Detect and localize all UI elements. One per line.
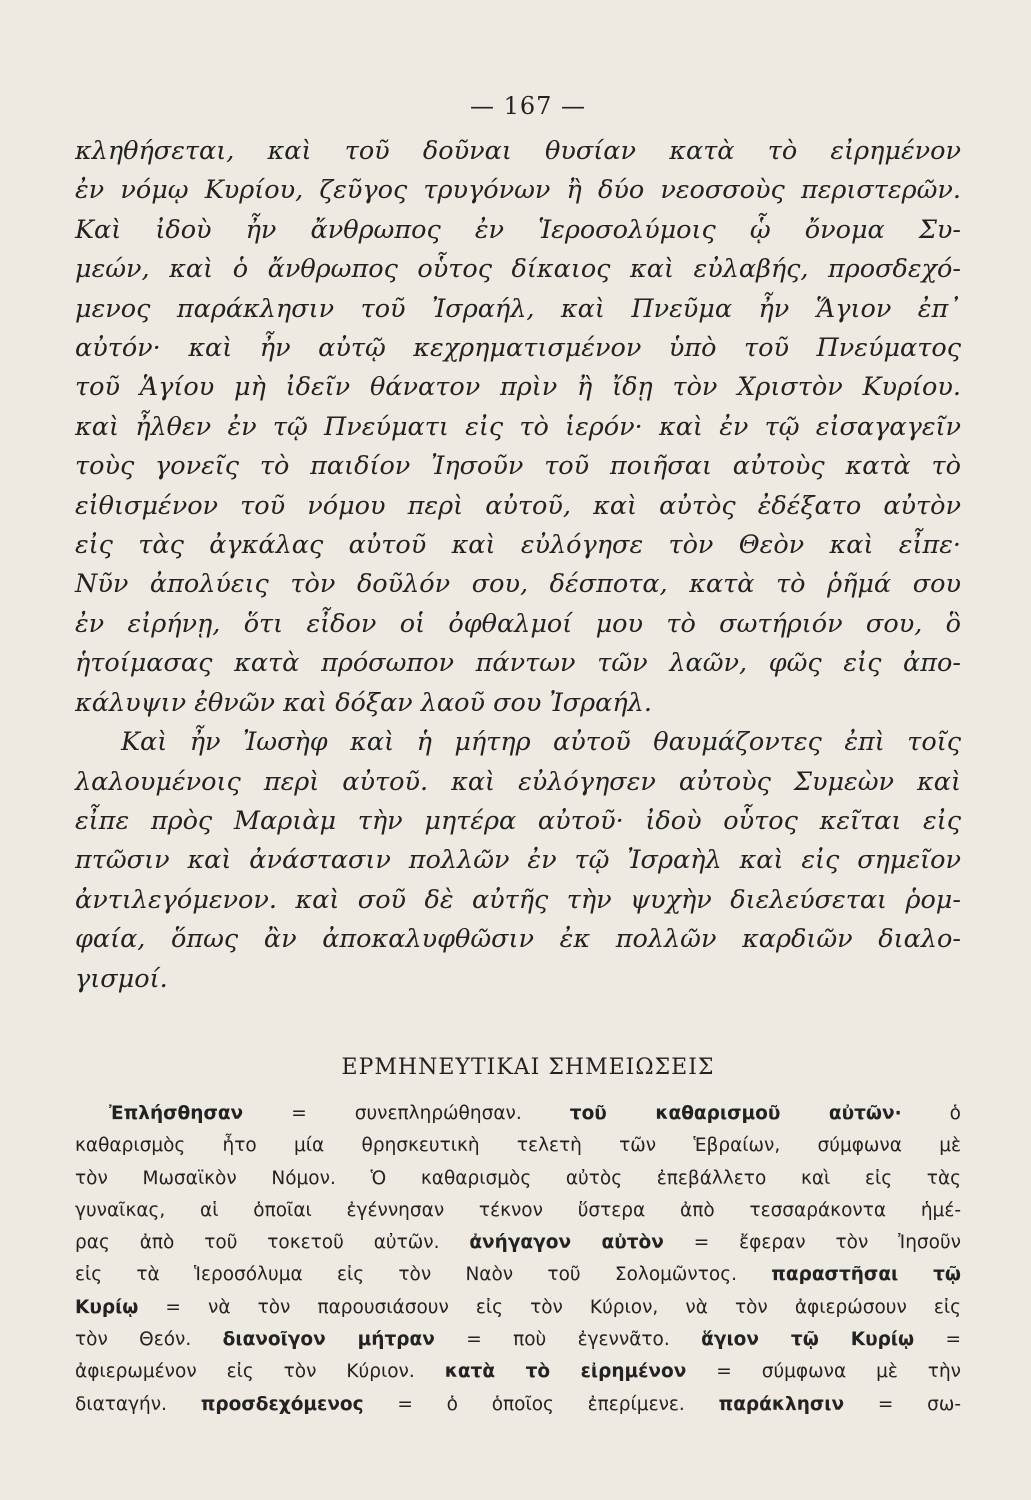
verse-line: Καὶ ἰδοὺ ἦν ἄνθρωπος ἐν Ἱεροσολύμοις ᾧ ὄνομα Συ-	[75, 214, 961, 245]
note-definition: εἰς τὰ Ἱεροσόλυμα εἰς τὸν Ναὸν τοῦ Σολομῶντος.	[75, 1264, 772, 1286]
verse-line: εἰς τὰς ἀγκάλας αὐτοῦ καὶ εὐλόγησε τὸν Θεὸν καὶ εἶπε·	[75, 530, 961, 561]
verse-line: αὐτόν· καὶ ἦν αὐτῷ κεχρηματισμένον ὑπὸ τοῦ Πνεύματος	[75, 333, 961, 364]
note-term: τοῦ καθαρισμοῦ αὐτῶν·	[569, 1102, 902, 1124]
note-term: κατὰ τὸ εἰρημένον	[444, 1361, 687, 1383]
note-term: διανοῖγον μήτραν	[222, 1329, 435, 1351]
note-line: καθαρισμὸς ἦτο μία θρησκευτικὴ τελετὴ τῶν Ἑβραίων, σύμφωνα μὲ	[75, 1135, 961, 1157]
note-term: προσδεχόμενος	[200, 1393, 364, 1415]
verse-line: ἡτοίμασας κατὰ πρόσωπον πάντων τῶν λαῶν, φῶς εἰς ἀπο-	[75, 648, 961, 679]
note-definition: = συνεπληρώθησαν.	[243, 1102, 570, 1124]
verse-line: ἐν νόμῳ Κυρίου, ζεῦγος τρυγόνων ἢ δύο νεοσσοὺς περιστερῶν.	[75, 175, 961, 206]
verse-line: φαία, ὅπως ἂν ἀποκαλυφθῶσιν ἐκ πολλῶν καρδιῶν διαλο-	[75, 924, 961, 955]
note-term: ἅγιον τῷ Κυρίῳ	[701, 1329, 915, 1351]
note-definition: ρας ἀπὸ τοῦ τοκετοῦ αὐτῶν.	[75, 1232, 470, 1254]
note-definition: = σω-	[844, 1393, 962, 1415]
note-line	[75, 1356, 961, 1388]
note-definition: ὁ	[901, 1102, 961, 1124]
verse-line: εἰθισμένον τοῦ νόμου περὶ αὐτοῦ, καὶ αὐτὸς ἐδέξατο αὐτὸν	[75, 490, 961, 521]
note-line: τὸν Μωσαϊκὸν Νόμον. Ὁ καθαρισμὸς αὐτὸς ἐπεβάλλετο καὶ εἰς τὰς	[75, 1167, 961, 1189]
note-definition: = νὰ τὸν παρουσιάσουν εἰς τὸν Κύριον, νὰ τὸν ἀφιερώσουν εἰς	[138, 1296, 961, 1318]
note-line	[75, 1324, 961, 1356]
note-line	[75, 1098, 961, 1130]
note-term: ἀνήγαγον αὐτὸν	[469, 1232, 664, 1254]
note-term: Κυρίῳ	[75, 1296, 139, 1318]
note-line	[75, 1292, 961, 1324]
note-definition: = σύμφωνα μὲ τὴν	[686, 1361, 962, 1383]
verse-line: κάλυψιν ἐθνῶν καὶ δόξαν λαοῦ σου Ἰσραήλ.	[75, 687, 652, 718]
note-definition: = ἔφεραν τὸν Ἰησοῦν	[663, 1232, 962, 1254]
notes-heading: ΕΡΜΗΝΕΥΤΙΚΑΙ ΣΗΜΕΙΩΣΕΙΣ	[341, 1054, 715, 1080]
verse-line: μενος παράκλησιν τοῦ Ἰσραήλ, καὶ Πνεῦμα ἦν Ἅγιον ἐπ᾽	[75, 293, 961, 324]
verse-line: ἐν εἰρήνῃ, ὅτι εἶδον οἱ ὀφθαλμοί μου τὸ σωτήριόν σου, ὃ	[75, 608, 961, 639]
note-definition: διαταγήν.	[75, 1393, 201, 1415]
verse-line: τοῦ Ἁγίου μὴ ἰδεῖν θάνατον πρὶν ἢ ἴδῃ τὸν Χριστὸν Κυρίου.	[75, 372, 961, 403]
note-term: παραστῆσαι τῷ	[771, 1264, 961, 1286]
verse-line: γισμοί.	[75, 963, 168, 994]
note-line: γυναῖκας, αἱ ὁποῖαι ἐγέννησαν τέκνον ὕστερα ἀπὸ τεσσαράκοντα ἡμέ-	[75, 1199, 961, 1221]
note-definition: = ποὺ ἐγεννᾶτο.	[434, 1329, 702, 1351]
verse-line: μεών, καὶ ὁ ἄνθρωπος οὗτος δίκαιος καὶ εὐλαβής, προσδεχό-	[75, 254, 961, 285]
verse-line: τοὺς γονεῖς τὸ παιδίον Ἰησοῦν τοῦ ποιῆσαι αὐτοὺς κατὰ τὸ	[75, 451, 961, 482]
note-line	[75, 1389, 961, 1421]
note-definition: = ὁ ὁποῖος ἐπερίμενε.	[363, 1393, 719, 1415]
explanatory-notes	[75, 1098, 961, 1421]
note-definition: τὸν Θεόν.	[75, 1329, 223, 1351]
verse-line: εἶπε πρὸς Μαριὰμ τὴν μητέρα αὐτοῦ· ἰδοὺ οὗτος κεῖται εἰς	[75, 805, 961, 836]
verse-line: κληθήσεται, καὶ τοῦ δοῦναι θυσίαν κατὰ τὸ εἰρημένον	[75, 136, 961, 166]
page-number: — 167 —	[469, 92, 587, 120]
note-definition: =	[914, 1329, 961, 1351]
note-line	[75, 1259, 961, 1291]
verse-line: πτῶσιν καὶ ἀνάστασιν πολλῶν ἐν τῷ Ἰσραὴλ καὶ εἰς σημεῖον	[75, 845, 961, 876]
verse-line: ἀντιλεγόμενον. καὶ σοῦ δὲ αὐτῆς τὴν ψυχὴν διελεύσεται ῥομ-	[75, 884, 961, 915]
scripture-text	[75, 132, 961, 999]
verse-line: λαλουμένοις περὶ αὐτοῦ. καὶ εὐλόγησεν αὐτοὺς Συμεὼν καὶ	[75, 766, 961, 797]
note-line	[75, 1227, 961, 1259]
note-definition: ἀφιερωμένον εἰς τὸν Κύριον.	[75, 1361, 445, 1383]
verse-line: καὶ ἦλθεν ἐν τῷ Πνεύματι εἰς τὸ ἱερόν· καὶ ἐν τῷ εἰσαγαγεῖν	[75, 411, 961, 442]
verse-line: Νῦν ἀπολύεις τὸν δοῦλόν σου, δέσποτα, κατὰ τὸ ῥῆμά σου	[75, 569, 961, 600]
verse-line: Καὶ ἦν Ἰωσὴφ καὶ ἡ μήτηρ αὐτοῦ θαυμάζοντες ἐπὶ τοῖς	[121, 727, 961, 758]
note-term: Ἐπλήσθησαν	[109, 1102, 244, 1124]
note-term: παράκλησιν	[718, 1393, 845, 1415]
